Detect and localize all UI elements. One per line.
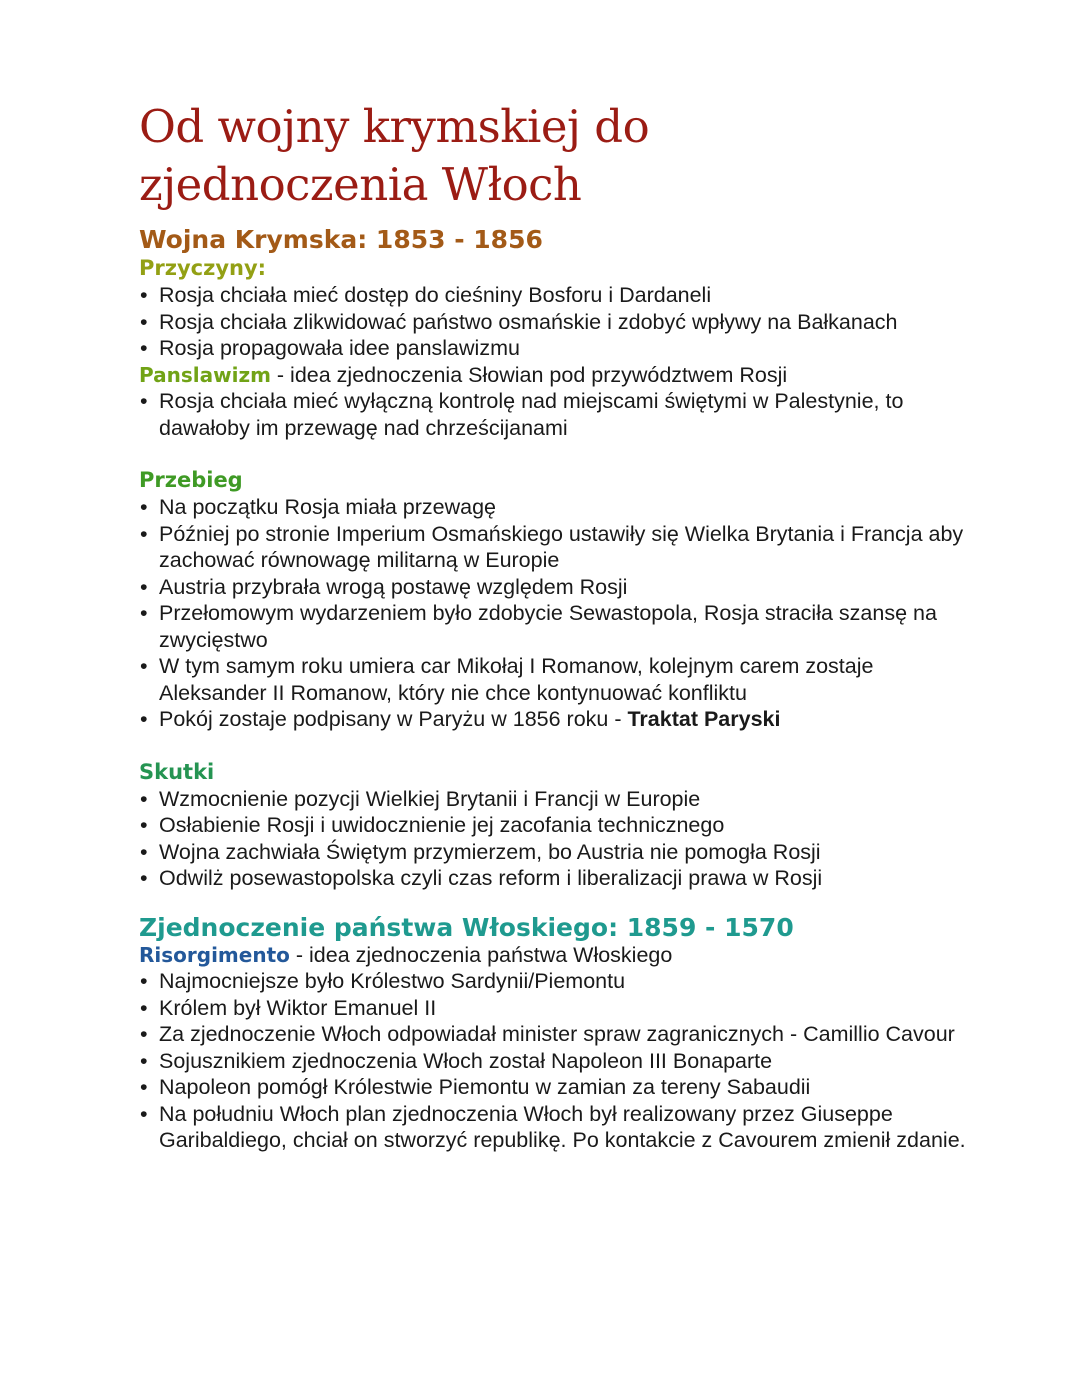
- term-risorgimento: Risorgimento: [139, 942, 290, 967]
- przebieg-list: [139, 494, 979, 733]
- definition-panslawizm: [139, 362, 979, 389]
- subheading-skutki: Skutki: [139, 759, 215, 784]
- list-item: • Osłabienie Rosji i uwidocznienie jej zacofania technicznego: [139, 812, 979, 839]
- definition-text: - idea zjednoczenia Słowian pod przywództwem Rosji: [270, 362, 788, 387]
- list-item: • Królem był Wiktor Emanuel II: [139, 995, 979, 1022]
- list-item: • Na początku Rosja miała przewagę: [139, 494, 979, 521]
- list-item: • Austria przybrała wrogą postawę względem Rosji: [139, 574, 979, 601]
- subheading-przebieg: Przebieg: [139, 468, 243, 492]
- title-line-1: Od wojny krymskiej do: [139, 100, 650, 153]
- list-item: • Najmocniejsze było Królestwo Sardynii/Piemontu: [139, 968, 979, 995]
- list-item: • Napoleon pomógł Królestwie Piemontu w zamian za tereny Sabaudii: [139, 1074, 979, 1101]
- bold-term-traktat: Traktat Paryski: [627, 707, 781, 731]
- list-item: • Przełomowym wydarzeniem było zdobycie Sewastopola, Rosja straciła szansę na zwycięstwo: [139, 600, 979, 653]
- list-item: • Rosja chciała zlikwidować państwo osmańskie i zdobyć wpływy na Bałkanach: [139, 309, 979, 336]
- przyczyny-list: [139, 282, 979, 362]
- spacer: [139, 441, 979, 466]
- notes-content: [139, 226, 979, 1154]
- list-item: • Za zjednoczenie Włoch odpowiadał minister spraw zagranicznych - Camillio Cavour: [139, 1021, 979, 1048]
- list-item-text: Pokój zostaje podpisany w Paryżu w 1856 roku -: [159, 707, 628, 731]
- list-item: • Wojna zachwiała Świętym przymierzem, bo Austria nie pomogła Rosji: [139, 839, 979, 866]
- spacer: [139, 733, 979, 758]
- subheading-przyczyny: Przyczyny:: [139, 256, 267, 280]
- section-heading-wojna: Wojna Krymska: 1853 - 1856: [139, 225, 543, 254]
- definition-risorgimento: [139, 942, 979, 969]
- list-item: • Wzmocnienie pozycji Wielkiej Brytanii i Francji w Europie: [139, 786, 979, 813]
- term-panslawizm: Panslawizm: [139, 362, 271, 387]
- section-heading-zjednoczenie: Zjednoczenie państwa Włoskiego: 1859 - 1570: [139, 912, 794, 942]
- list-item: [139, 706, 979, 733]
- list-item: • Odwilż posewastopolska czyli czas reform i liberalizacji prawa w Rosji: [139, 865, 979, 892]
- definition-text: - idea zjednoczenia państwa Włoskiego: [289, 942, 673, 967]
- przyczyny-extra-list: [139, 388, 979, 441]
- zjednoczenie-list: [139, 968, 979, 1154]
- page-title: [139, 98, 939, 214]
- spacer: [139, 892, 979, 914]
- list-item: • W tym samym roku umiera car Mikołaj I Romanow, kolejnym carem zostaje Aleksander II Romanow, który nie chce kontynuować konfliktu: [139, 653, 979, 706]
- list-item: • Rosja chciała mieć dostęp do cieśniny Bosforu i Dardaneli: [139, 282, 979, 309]
- list-item: • Na południu Włoch plan zjednoczenia Włoch był realizowany przez Giuseppe Garibaldiego, chciał on stworzyć republikę. Po kontakcie z Cavourem zmienił zdanie.: [139, 1101, 979, 1154]
- title-line-2: zjednoczenia Włoch: [139, 158, 582, 211]
- list-item: • Rosja chciała mieć wyłączną kontrolę nad miejscami świętymi w Palestynie, to dawałoby im przewagę nad chrześcijanami: [139, 388, 979, 441]
- list-item: • Później po stronie Imperium Osmańskiego ustawiły się Wielka Brytania i Francja aby zachować równowagę militarną w Europie: [139, 521, 979, 574]
- skutki-list: [139, 786, 979, 892]
- list-item: • Rosja propagowała idee panslawizmu: [139, 335, 979, 362]
- list-item: • Sojusznikiem zjednoczenia Włoch został Napoleon III Bonaparte: [139, 1048, 979, 1075]
